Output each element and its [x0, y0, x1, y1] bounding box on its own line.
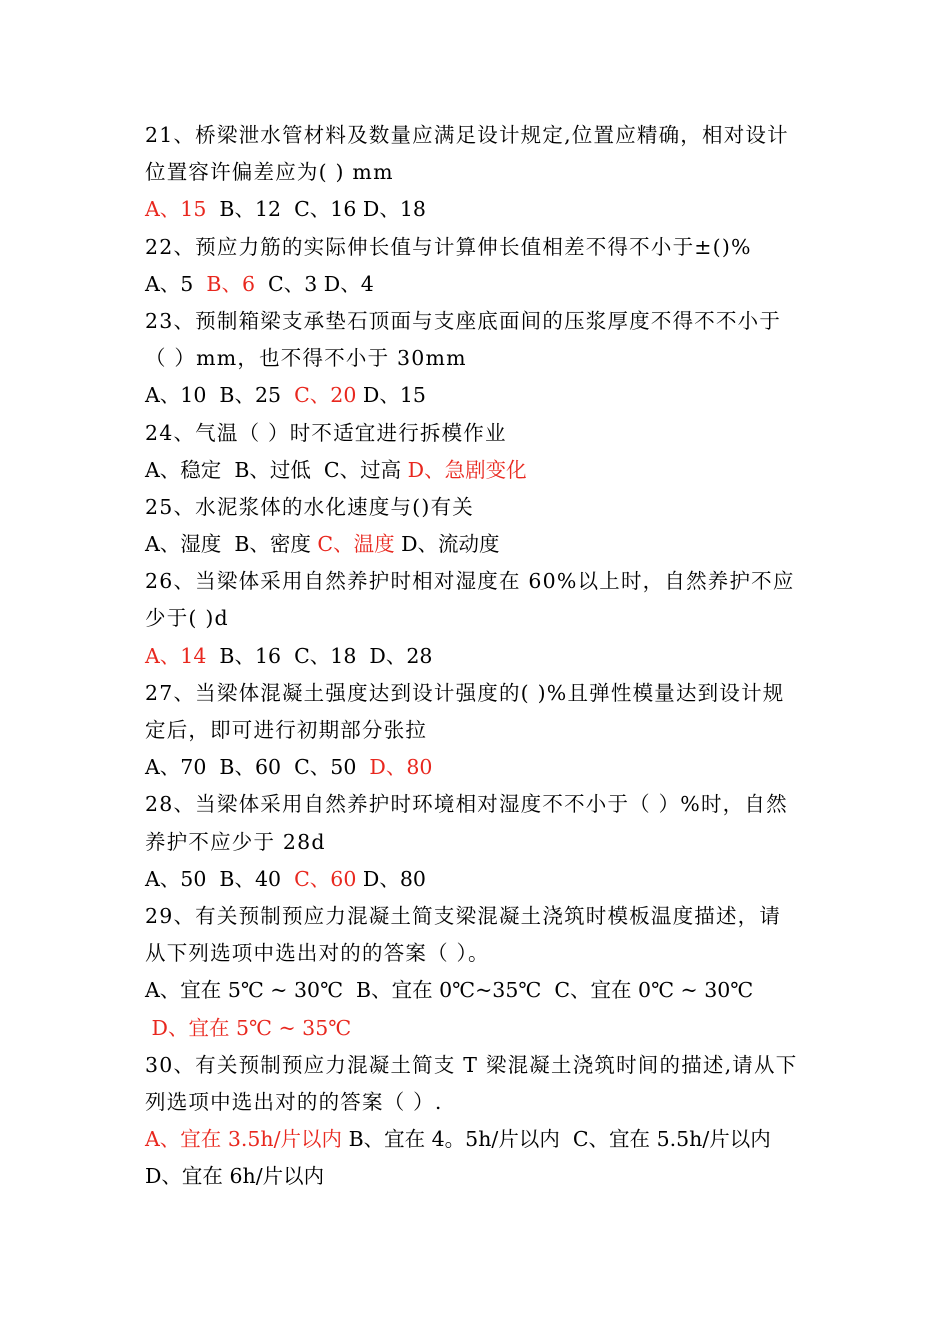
question-text-line: 25、水泥浆体的水化速度与()有关 — [145, 494, 474, 519]
answer-options-line — [145, 638, 810, 675]
answer-options-line — [145, 191, 810, 228]
question-text-line: 列选项中选出对的的答案（ ）. — [145, 1089, 443, 1114]
answer-options-line — [145, 861, 810, 898]
answer-options-line — [145, 452, 810, 489]
answer-options-line — [145, 266, 810, 303]
correct-answer-option: C、温度 — [317, 532, 402, 557]
answer-option: D、宜在 6h/片以内 — [145, 1164, 325, 1189]
answer-option: A、50 B、40 — [145, 866, 288, 891]
correct-answer-option: D、80 — [362, 755, 433, 780]
question-text-line: 从下列选项中选出对的的答案（ ）。 — [145, 941, 490, 966]
question-text-line: 定后，即可进行初期部分张拉 — [145, 718, 428, 742]
question-text-line: 养护不应少于 28d — [145, 829, 326, 854]
question-text-line: 位置容许偏差应为( ) mm — [145, 160, 394, 185]
question-text-line: 22、预应力筋的实际伸长值与计算伸长值相差不得不小于±()% — [145, 234, 752, 259]
answer-option: D、80 — [362, 866, 426, 891]
answer-options-line — [145, 1010, 810, 1047]
answer-option: B、12 C、16 D、18 — [212, 197, 426, 222]
question-text-line: 21、桥梁泄水管材料及数量应满足设计规定,位置应精确，相对设计 — [145, 123, 789, 147]
correct-answer-option: C、20 — [287, 383, 363, 408]
question-text-line: 28、当梁体采用自然养护时环境相对湿度不不小于（ ）%时，自然 — [145, 792, 788, 817]
question-text-line: 少于( )d — [145, 606, 229, 631]
answer-option: C、3 D、4 — [261, 271, 374, 296]
correct-answer-option: D、急剧变化 — [407, 457, 527, 482]
correct-answer-option: B、6 — [199, 271, 262, 296]
correct-answer-option: A、宜在 3.5h/片以内 — [145, 1127, 349, 1152]
question-text-line: 24、气温（ ）时不适宜进行拆模作业 — [145, 420, 507, 445]
answer-option: A、宜在 5℃ ~ 30℃ B、宜在 0℃~35℃ C、宜在 0℃ ~ 30℃ — [145, 978, 754, 1003]
answer-options-line — [145, 526, 810, 563]
question-text-line: 30、有关预制预应力混凝土简支 T 梁混凝土浇筑时间的描述,请从下 — [145, 1052, 798, 1077]
question-text-line: 29、有关预制预应力混凝土简支梁混凝土浇筑时模板温度描述，请 — [145, 903, 782, 928]
answer-option: A、5 — [145, 271, 200, 296]
question-text-line: 26、当梁体采用自然养护时相对湿度在 60%以上时，自然养护不应 — [145, 569, 795, 594]
answer-options-line — [145, 1121, 810, 1158]
answer-options-line — [145, 972, 810, 1009]
question-list — [145, 117, 810, 1195]
answer-options-line — [145, 377, 810, 414]
question-text-line: 23、预制箱梁支承垫石顶面与支座底面间的压浆厚度不得不不小于 — [145, 308, 782, 333]
answer-options-line — [145, 1158, 810, 1195]
correct-answer-option: A、15 — [145, 197, 213, 222]
answer-option: B、宜在 4。5h/片以内 C、宜在 5.5h/片以内 — [348, 1127, 771, 1152]
answer-option: A、10 B、25 — [145, 383, 288, 408]
correct-answer-option: A、14 — [145, 643, 213, 668]
correct-answer-option: C、60 — [287, 866, 363, 891]
question-text-line: （ ）mm，也不得不小于 30mm — [145, 346, 467, 371]
answer-options-line — [145, 749, 810, 786]
answer-option: D、15 — [362, 383, 426, 408]
question-text-line: 27、当梁体混凝土强度达到设计强度的( )%且弹性模量达到设计规 — [145, 680, 785, 705]
answer-option: A、70 B、60 C、50 — [145, 755, 363, 780]
answer-option: A、湿度 B、密度 — [145, 532, 318, 557]
correct-answer-option: D、宜在 5℃ ~ 35℃ — [145, 1015, 352, 1040]
answer-option: B、16 C、18 D、28 — [212, 643, 433, 668]
answer-option: D、流动度 — [401, 532, 500, 557]
answer-option: A、稳定 B、过低 C、过高 — [145, 457, 408, 482]
